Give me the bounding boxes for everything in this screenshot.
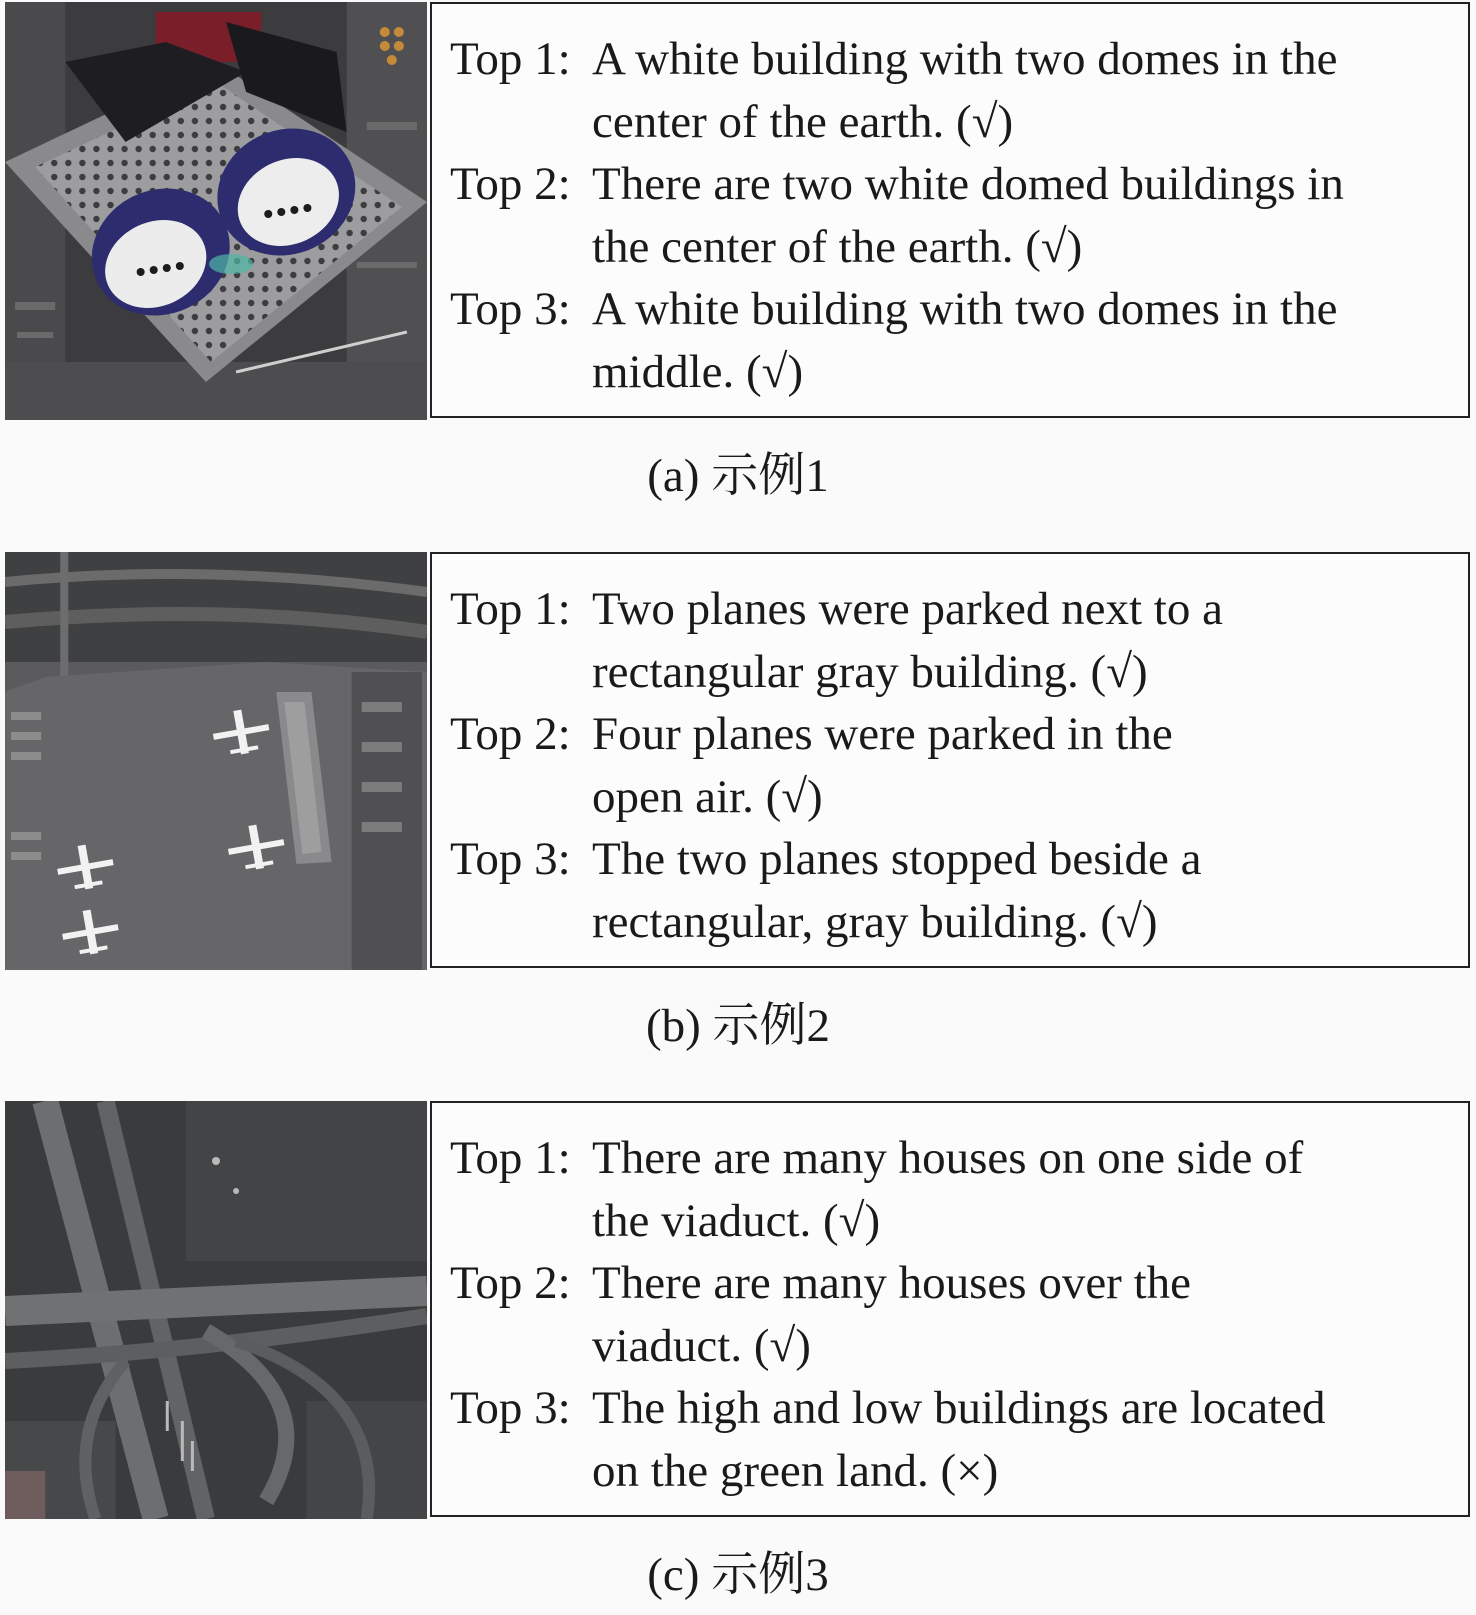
result-text: center of the earth. (√) [592, 95, 1014, 148]
rank-label: Top 3: [450, 1382, 571, 1434]
rank-label: Top 3: [450, 833, 571, 885]
sub-caption-c: (c) 示例3 [647, 1549, 829, 1601]
result-text: open air. (√) [592, 770, 823, 823]
result-text: Two planes were parked next to a [592, 583, 1223, 635]
rank-label: Top 1: [450, 33, 571, 85]
result-text: on the green land. (×) [592, 1444, 999, 1497]
result-text: the center of the earth. (√) [592, 220, 1083, 273]
result-text: A white building with two domes in the [592, 33, 1338, 85]
rank-label: Top 2: [450, 158, 571, 210]
satellite-image-airport [5, 552, 427, 970]
result-line [450, 153, 1450, 216]
retrieval-results-b [430, 552, 1470, 968]
result-line-continued [450, 91, 1450, 154]
satellite-image-viaduct [5, 1101, 427, 1519]
result-line [450, 278, 1450, 341]
result-line [450, 28, 1450, 91]
result-line-continued [450, 1190, 1450, 1253]
result-text: There are many houses over the [592, 1257, 1191, 1309]
result-text: There are two white domed buildings in [592, 158, 1344, 210]
satellite-image-domes [5, 2, 427, 420]
result-line-continued [450, 641, 1450, 704]
result-text: middle. (√) [592, 345, 804, 398]
result-line [450, 1377, 1450, 1440]
rank-label: Top 3: [450, 283, 571, 335]
result-text: There are many houses on one side of [592, 1132, 1304, 1184]
result-text: viaduct. (√) [592, 1319, 811, 1372]
result-text: A white building with two domes in the [592, 283, 1338, 335]
result-line-continued [450, 216, 1450, 279]
rank-label: Top 2: [450, 708, 571, 760]
result-line [450, 703, 1450, 766]
result-line-continued [450, 891, 1450, 954]
result-line [450, 1127, 1450, 1190]
result-line-continued [450, 766, 1450, 829]
retrieval-results-a [430, 2, 1470, 418]
sub-caption-b: (b) 示例2 [645, 1000, 831, 1052]
result-text: rectangular gray building. (√) [592, 645, 1148, 698]
result-text: The two planes stopped beside a [592, 833, 1202, 885]
result-text: Four planes were parked in the [592, 708, 1173, 760]
rank-label: Top 1: [450, 1132, 571, 1184]
result-text: The high and low buildings are located [592, 1382, 1326, 1434]
result-line [450, 828, 1450, 891]
sub-caption-a: (a) 示例1 [647, 450, 829, 502]
result-text: rectangular, gray building. (√) [592, 895, 1158, 948]
result-text: the viaduct. (√) [592, 1194, 881, 1247]
retrieval-results-c [430, 1101, 1470, 1517]
result-line-continued [450, 1440, 1450, 1503]
result-line-continued [450, 1315, 1450, 1378]
result-line-continued [450, 341, 1450, 404]
rank-label: Top 1: [450, 583, 571, 635]
result-line [450, 578, 1450, 641]
result-line [450, 1252, 1450, 1315]
rank-label: Top 2: [450, 1257, 571, 1309]
